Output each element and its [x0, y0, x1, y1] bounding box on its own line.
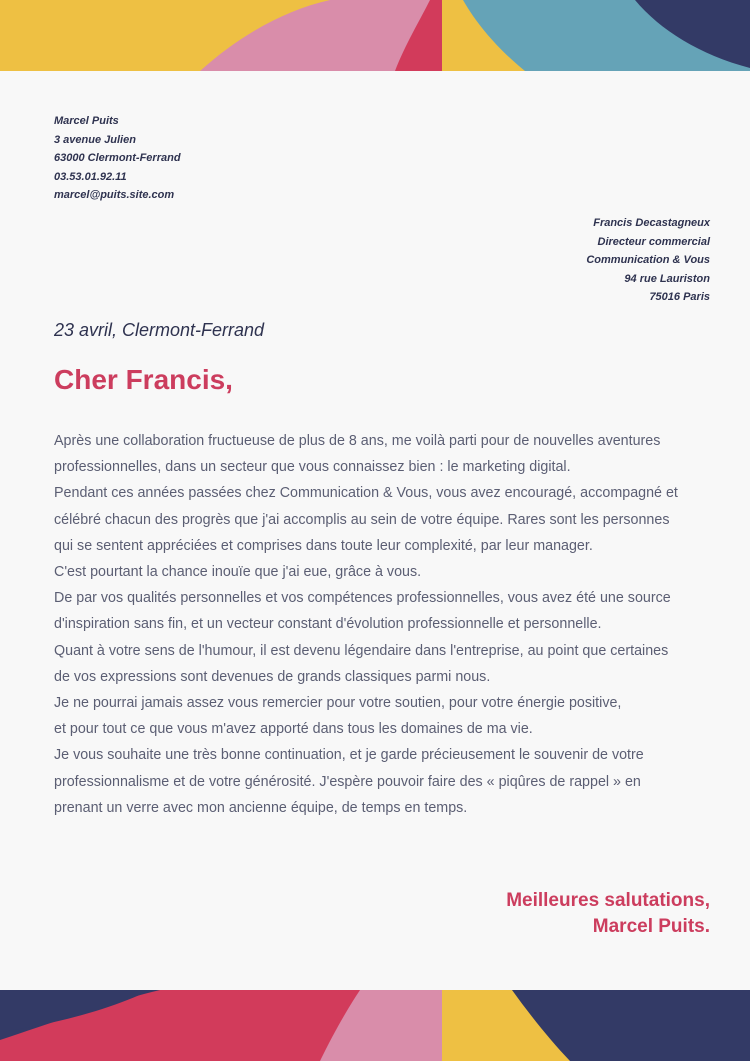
recipient-name: Francis Decastagneux — [593, 217, 710, 229]
sender-city: 63000 Clermont-Ferrand — [54, 152, 181, 164]
sender-address-block — [54, 112, 181, 205]
body-line: C'est pourtant la chance inouïe que j'ai eue, grâce à vous. — [54, 564, 422, 581]
body-line: célébré chacun des progrès que j'ai accomplis au sein de votre équipe. Rares sont les personnes — [54, 511, 670, 528]
closing-block — [506, 888, 710, 940]
sender-street: 3 avenue Julien — [54, 133, 136, 146]
top-decorative-band — [0, 0, 750, 71]
recipient-street: 94 rue Lauriston — [624, 272, 710, 285]
closing-signature: Marcel Puits. — [592, 916, 710, 937]
letter-body — [54, 428, 714, 821]
body-line: professionnalisme et de votre générosité. J'espère pouvoir faire des « piqûres de rappel » en — [54, 773, 641, 790]
closing-salutation: Meilleures salutations, — [506, 890, 710, 911]
body-line: Pendant ces années passées chez Communication & Vous, vous avez encouragé, accompagné et — [54, 485, 678, 502]
sender-name: Marcel Puits — [54, 115, 119, 127]
greeting: Cher Francis, — [54, 364, 233, 395]
sender-email: marcel@puits.site.com — [54, 189, 175, 201]
body-line: prenant un verre avec mon ancienne équipe, de temps en temps. — [54, 799, 468, 816]
sender-phone: 03.53.01.92.11 — [54, 170, 127, 183]
body-line: Quant à votre sens de l'humour, il est devenu légendaire dans l'entreprise, au point que certaines — [54, 642, 669, 659]
body-line: d'inspiration sans fin, et un vecteur constant d'évolution professionnelle et personnelle. — [54, 616, 602, 633]
body-line: Je vous souhaite une très bonne continuation, et je garde précieusement le souvenir de votre — [54, 747, 644, 764]
date-line: 23 avril, Clermont-Ferrand — [54, 320, 265, 340]
recipient-company: Communication & Vous — [586, 254, 710, 266]
body-line: Après une collaboration fructueuse de plus de 8 ans, me voilà parti pour de nouvelles aventures — [54, 433, 661, 449]
body-line: Je ne pourrai jamais assez vous remercier pour votre soutien, pour votre énergie positive, — [54, 695, 622, 712]
body-line: de vos expressions sont devenues de grands classiques parmi nous. — [54, 668, 491, 685]
recipient-city: 75016 Paris — [649, 291, 710, 303]
bottom-decorative-band — [0, 990, 750, 1061]
recipient-title: Directeur commercial — [597, 235, 710, 248]
body-line: De par vos qualités personnelles et vos compétences professionnelles, vous avez été une source — [54, 590, 671, 607]
body-line: et pour tout ce que vous m'avez apporté dans tous les domaines de ma vie. — [54, 721, 533, 738]
recipient-address-block — [586, 214, 710, 307]
body-line: qui se sentent appréciées et comprises dans toute leur complexité, par leur manager. — [54, 537, 593, 554]
body-line: professionnelles, dans un secteur que vous connaissez bien : le marketing digital. — [54, 459, 571, 476]
